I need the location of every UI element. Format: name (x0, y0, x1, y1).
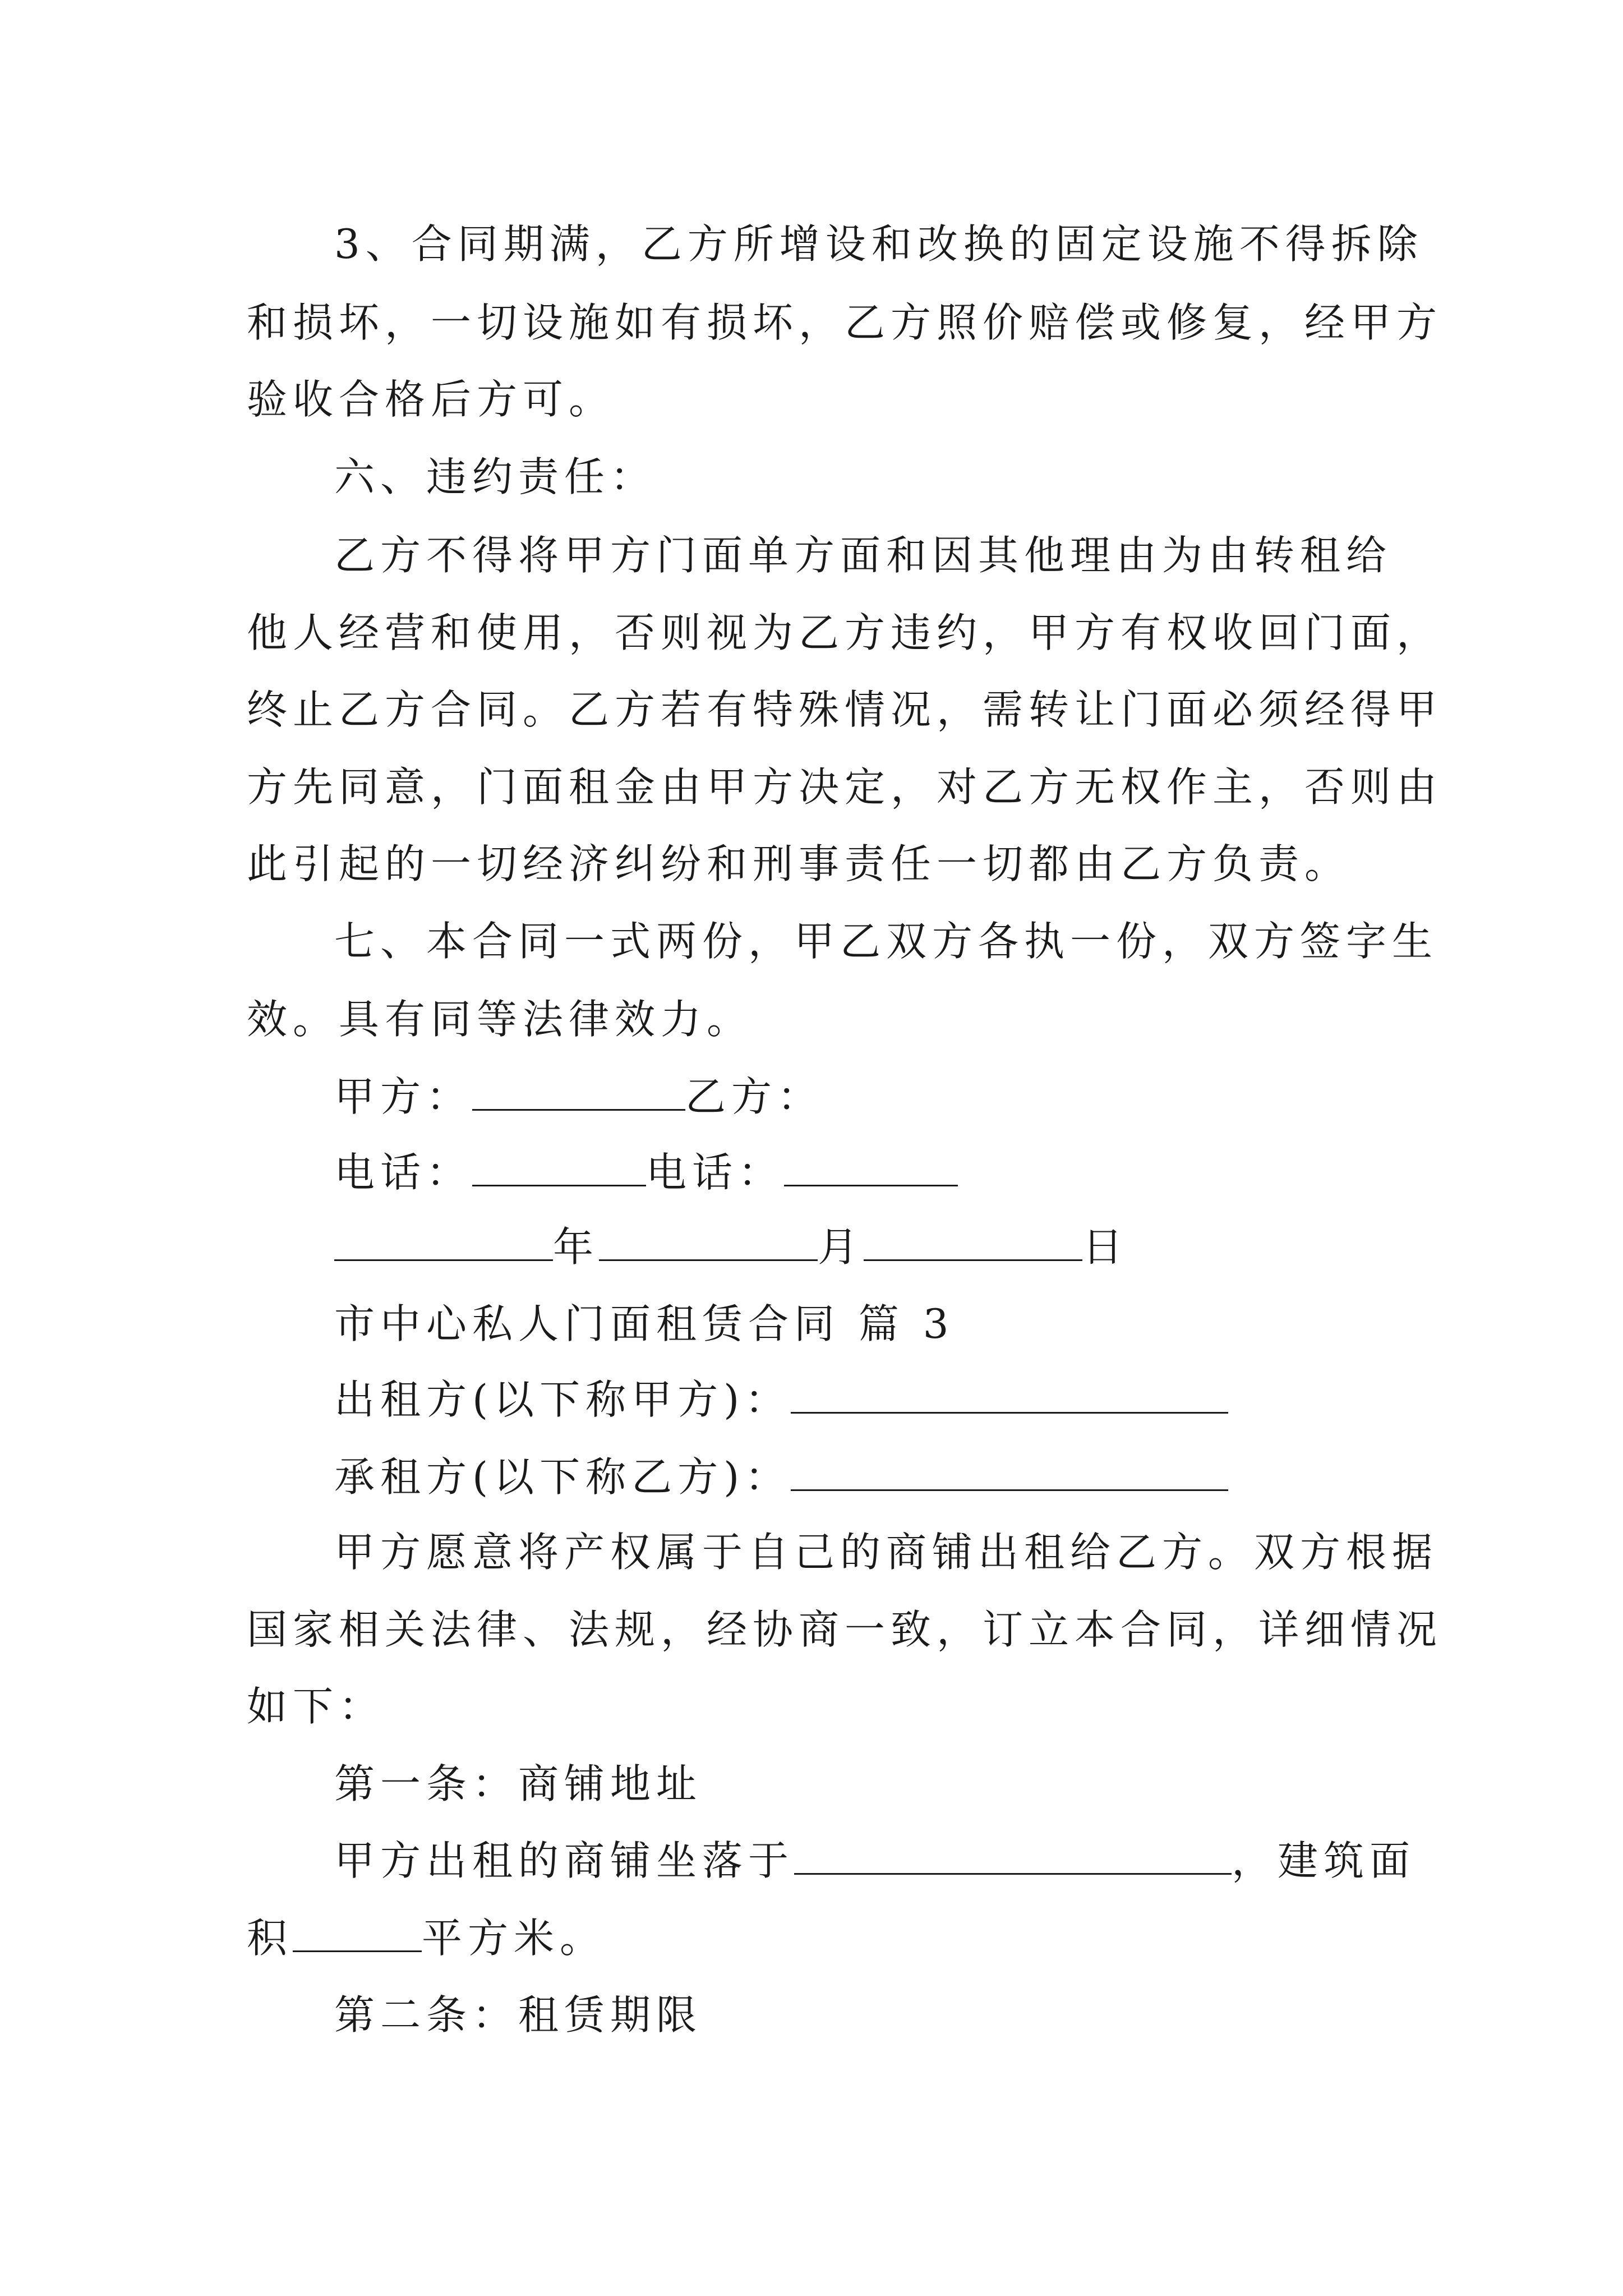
address-blank[interactable] (794, 1838, 1232, 1875)
paragraph-line: 乙方不得将甲方门面单方面和因其他理由为由转租给 (334, 532, 1393, 579)
area-prefix: 积 (247, 1915, 293, 1962)
day-blank[interactable] (864, 1225, 1082, 1261)
paragraph-line: 和损坏，一切设施如有损坏，乙方照价赔偿或修复，经甲方 (247, 299, 1443, 346)
paragraph-line: 国家相关法律、法规，经协商一致，订立本合同，详细情况 (247, 1606, 1443, 1653)
area-suffix: 平方米。 (422, 1915, 606, 1962)
year-label: 年 (553, 1223, 600, 1271)
month-label: 月 (818, 1223, 864, 1271)
area-blank[interactable] (293, 1916, 422, 1952)
article-title: 第一条：商铺地址 (334, 1760, 703, 1807)
paragraph-line: 七、本合同一式两份，甲乙双方各执一份，双方签字生 (334, 918, 1438, 965)
signature-party-line (334, 1071, 1484, 1122)
lessor-label: 出租方(以下称甲方)： (334, 1376, 791, 1423)
paragraph-line: 此引起的一切经济纠纷和刑事责任一切都由乙方负责。 (247, 840, 1351, 887)
day-label: 日 (1082, 1223, 1129, 1271)
party-b-label: 乙方： (685, 1073, 824, 1120)
paragraph-line: 3、合同期满，乙方所增设和改换的固定设施不得拆除 (334, 220, 1423, 268)
party-a-blank[interactable] (472, 1074, 685, 1111)
article-title: 第二条：租赁期限 (334, 1991, 703, 2039)
address-suffix: ，建筑面 (1232, 1837, 1416, 1884)
paragraph-line: 他人经营和使用，否则视为乙方违约，甲方有权收回门面， (247, 609, 1443, 656)
year-blank[interactable] (334, 1225, 553, 1261)
phone-b-label: 电话： (646, 1149, 785, 1196)
signature-phone-line (334, 1147, 1484, 1198)
paragraph-line: 效。具有同等法律效力。 (247, 996, 753, 1043)
lessee-line (334, 1452, 1484, 1502)
party-a-label: 甲方： (334, 1073, 473, 1120)
section-heading: 六、违约责任： (334, 453, 657, 500)
section-title: 市中心私人门面租赁合同 篇 3 (334, 1300, 955, 1347)
paragraph-line: 甲方愿意将产权属于自己的商铺出租给乙方。双方根据 (334, 1529, 1438, 1576)
lessor-blank[interactable] (791, 1377, 1228, 1414)
date-line (334, 1222, 1484, 1272)
lessee-label: 承租方(以下称乙方)： (334, 1453, 791, 1501)
paragraph-line: 终止乙方合同。乙方若有特殊情况，需转让门面必须经得甲 (247, 686, 1443, 733)
phone-b-blank[interactable] (784, 1150, 958, 1186)
month-blank[interactable] (599, 1225, 818, 1261)
article-line (247, 1913, 1396, 1963)
address-prefix: 甲方出租的商铺坐落于 (334, 1837, 795, 1884)
lessee-blank[interactable] (791, 1455, 1228, 1491)
article-line (334, 1835, 1484, 1886)
phone-a-label: 电话： (334, 1149, 473, 1196)
paragraph-line: 如下： (247, 1683, 385, 1730)
lessor-line (334, 1374, 1484, 1425)
paragraph-line: 验收合格后方可。 (247, 376, 615, 423)
paragraph-line: 方先同意，门面租金由甲方决定，对乙方无权作主，否则由 (247, 763, 1443, 811)
phone-a-blank[interactable] (472, 1150, 646, 1186)
